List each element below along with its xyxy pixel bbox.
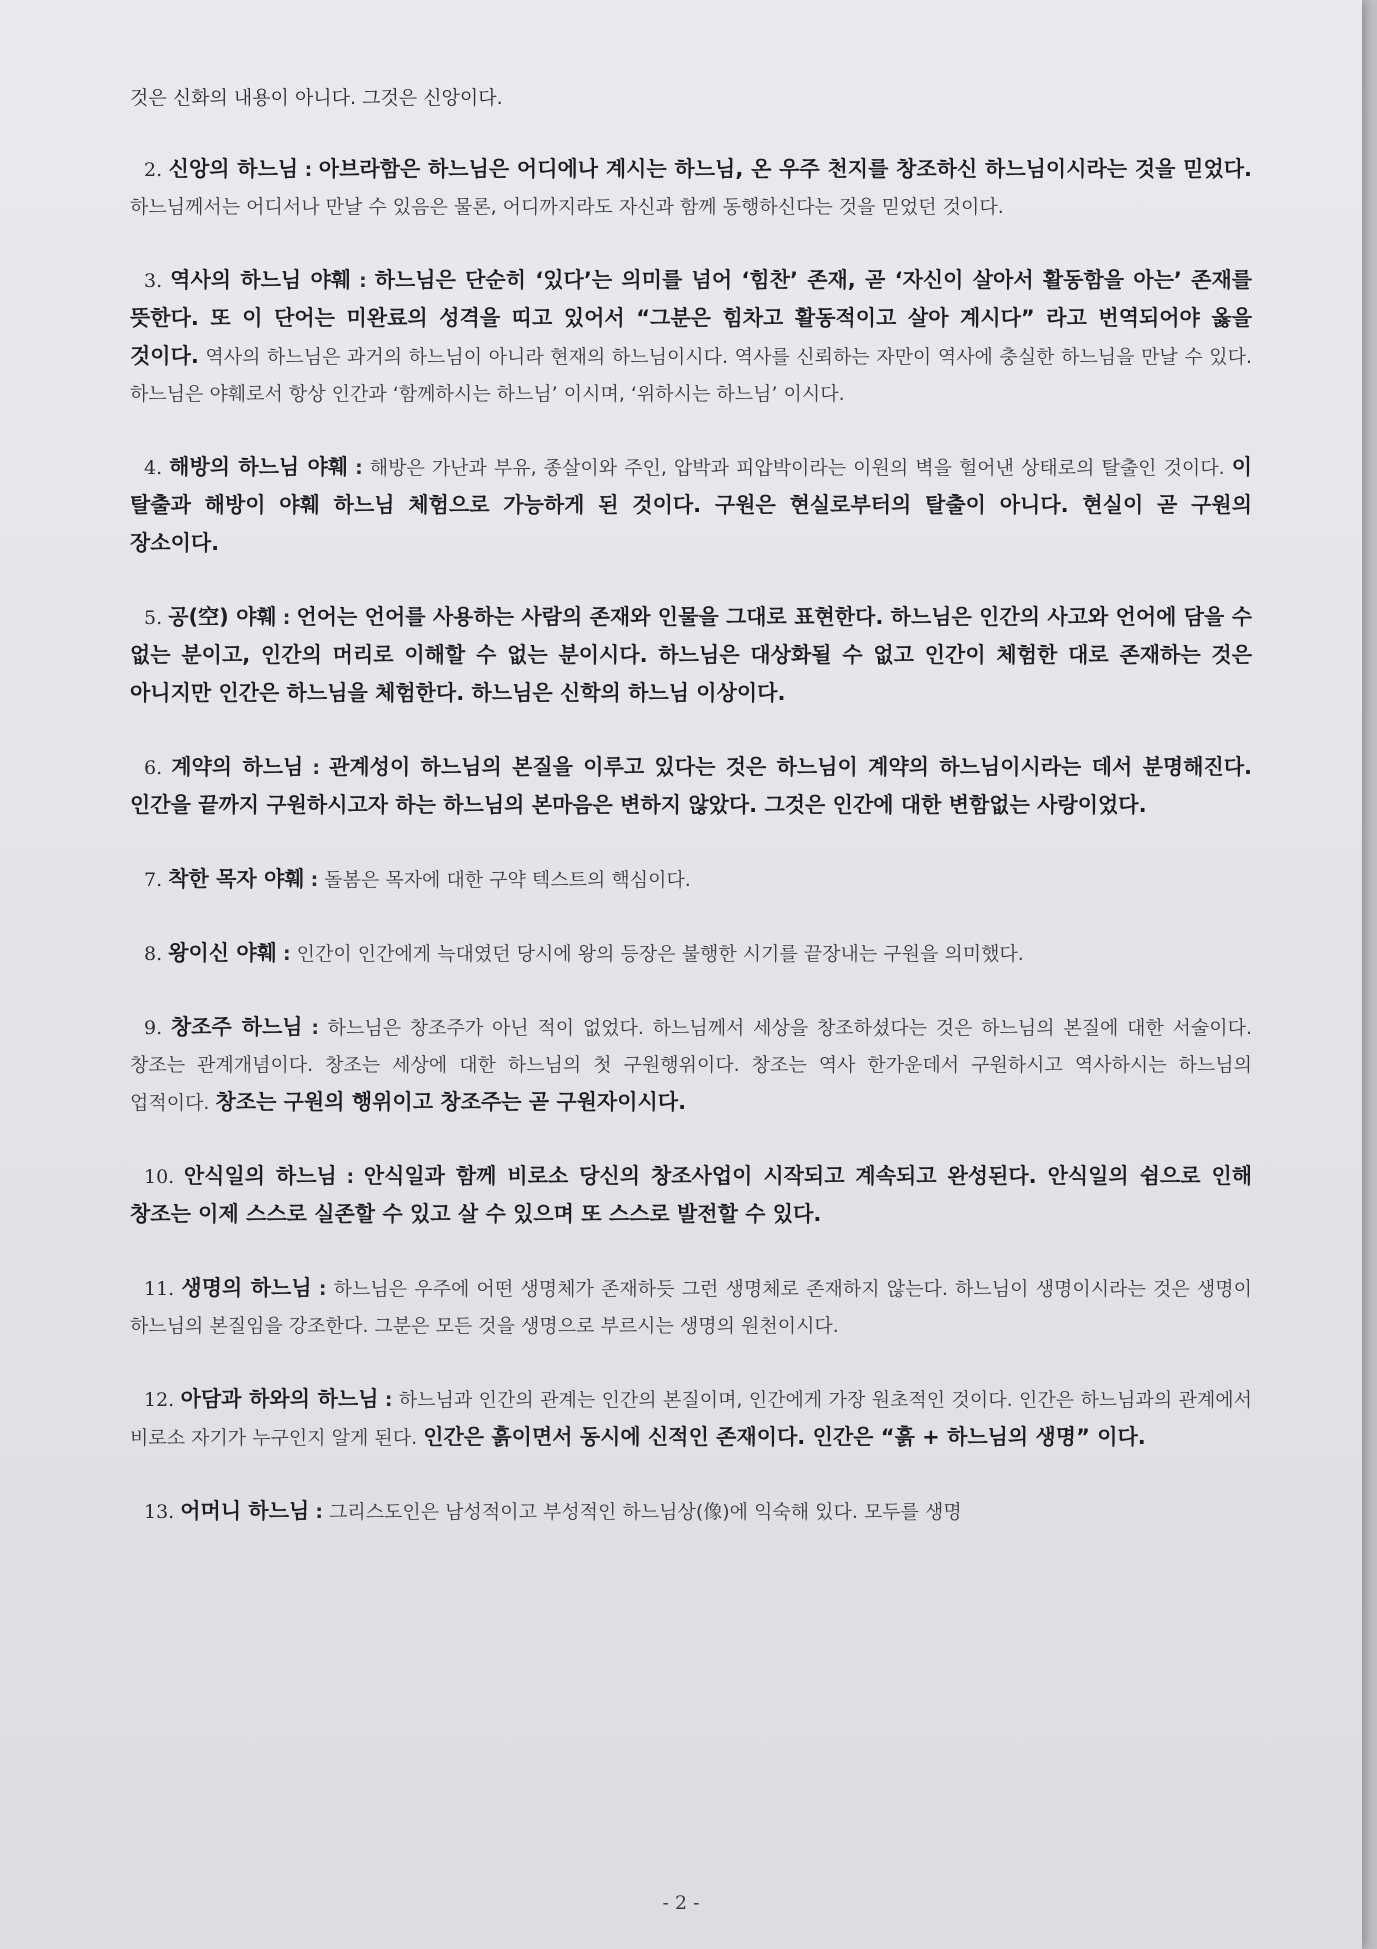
emphasized-text: 안식일과 함께 비로소 당신의 창조사업이 시작되고 계속되고 완성된다. 안식일의 쉼으로 인해 창조는 이제 스스로 실존할 수 있고 살 수 있으며 또 스스로 발전할 수 있다. [130, 1164, 1253, 1226]
section-heading: 역사의 하느님 야훼 [170, 268, 352, 292]
emphasized-text: 언어는 언어를 사용하는 사람의 존재와 인물을 그대로 표현한다. 하느님은 인간의 사고와 언어에 담을 수 없는 분이고, 인간의 머리로 이해할 수 없는 분이시다. 하느님은 대상화될 수 없고 인간이 체험한 대로 존재하는 것은 아니지만 인간은 하느님을 체험한다. 하느님은 신학의 하느님 이상이다. [130, 605, 1252, 705]
section-paragraph [130, 1270, 1252, 1345]
section-number: 9. [144, 1017, 163, 1039]
body-text: 하느님께서는 어디서나 만날 수 있음은 물론, 어디까지라도 자신과 함께 동행하신다는 것을 믿었던 것이다. [130, 196, 1004, 218]
section-number: 3. [144, 270, 163, 292]
section-paragraph [130, 599, 1252, 713]
section-separator: : [311, 1017, 319, 1039]
section-paragraph [130, 151, 1252, 226]
section-heading: 신앙의 하느님 [168, 157, 299, 181]
section-separator: : [315, 1501, 323, 1523]
section-heading: 아담과 하와의 하느님 [180, 1387, 379, 1411]
body-text: 해방은 가난과 부유, 종살이와 주인, 압박과 피압박이라는 이원의 벽을 헐어낸 상태로의 탈출인 것이다. [369, 457, 1225, 479]
section-separator: : [384, 1389, 393, 1411]
section-paragraph [130, 1493, 1252, 1531]
section-number: 10. [144, 1166, 175, 1188]
section-number: 4. [144, 457, 163, 479]
emphasized-text: 이 탈출과 해방이 야훼 하느님 체험으로 가능하게 된 것이다. 구원은 현실로부터의 탈출이 아니다. 현실이 곧 구원의 장소이다. [130, 455, 1252, 555]
emphasized-text: 창조는 구원의 행위이고 창조주는 곧 구원자이시다. [215, 1090, 687, 1114]
body-text: 그리스도인은 남성적이고 부성적인 하느님상(像)에 익숙해 있다. 모두를 생명 [329, 1501, 962, 1523]
section-heading: 계약의 하느님 [171, 755, 304, 779]
body-text: 역사의 하느님은 과거의 하느님이 아니라 현재의 하느님이시다. 역사를 신뢰하는 자만이 역사에 충실한 하느님을 만날 수 있다. 하느님은 야훼로서 항상 인간과 ‘함께하시는 하느님’ 이시며, ‘위하시는 하느님’ 이시다. [130, 346, 1253, 405]
section-separator: : [282, 607, 291, 629]
document-body [130, 78, 1252, 1567]
section-number: 5. [144, 607, 163, 629]
body-text: 하느님과 인간의 관계는 인간의 본질이며, 인간에게 가장 원초적인 것이다. 인간은 하느님과의 관계에서 비로소 자기가 누구인지 알게 된다. [130, 1389, 1253, 1449]
section-number: 13. [144, 1501, 175, 1523]
section-number: 7. [144, 869, 163, 891]
section-separator: : [310, 869, 319, 891]
section-paragraph [130, 449, 1252, 563]
section-heading: 어머니 하느님 [180, 1499, 310, 1523]
emphasized-text: 하느님은 단순히 ‘있다’는 의미를 넘어 ‘힘찬’ 존재, 곧 ‘자신이 살아서 활동함을 아는’ 존재를 뜻한다. 또 이 단어는 미완료의 성격을 띠고 있어서 “그분은 힘차고 활동적이고 살아 계시다” 라고 번역되어야 옳을 것이다. [130, 268, 1253, 368]
section-separator: : [355, 457, 363, 479]
section-separator: : [312, 757, 321, 779]
section-separator: : [304, 159, 313, 181]
page-number: - 2 - [662, 1892, 700, 1914]
section-heading: 해방의 하느님 야훼 [169, 455, 349, 479]
body-text: 돌봄은 목자에 대한 구약 텍스트의 핵심이다. [324, 869, 691, 891]
intro-line: 것은 신화의 내용이 아니다. 그것은 신앙이다. [130, 87, 503, 109]
section-paragraph [130, 1009, 1252, 1122]
section-list [130, 151, 1252, 1531]
section-number: 8. [144, 943, 163, 965]
section-separator: : [318, 1278, 327, 1300]
section-paragraph [130, 1158, 1252, 1234]
section-separator: : [282, 943, 291, 965]
section-number: 12. [144, 1389, 175, 1411]
section-number: 2. [144, 159, 163, 181]
section-number: 11. [144, 1278, 175, 1300]
emphasized-text: 인간은 흙이면서 동시에 신적인 존재이다. 인간은 “흙 + 하느님의 생명” 이다. [423, 1425, 1146, 1449]
section-paragraph [130, 935, 1252, 973]
section-heading: 안식일의 하느님 [183, 1164, 337, 1188]
section-heading: 착한 목자 야훼 [168, 867, 305, 891]
section-paragraph [130, 861, 1252, 899]
section-heading: 왕이신 야훼 [168, 941, 277, 965]
section-separator: : [346, 1166, 355, 1188]
section-paragraph [130, 1381, 1252, 1457]
section-paragraph [130, 749, 1252, 825]
section-number: 6. [144, 757, 163, 779]
section-separator: : [359, 270, 367, 292]
body-text: 하느님은 우주에 어떤 생명체가 존재하듯 그런 생명체로 존재하지 않는다. 하느님이 생명이시라는 것은 생명이 하느님의 본질임을 강조한다. 그분은 모든 것을 생명으로 부르시는 생명의 원천이시다. [130, 1278, 1252, 1337]
section-heading: 생명의 하느님 [181, 1276, 312, 1300]
body-text: 인간이 인간에게 늑대였던 당시에 왕의 등장은 불행한 시기를 끝장내는 구원을 의미했다. [296, 943, 1024, 965]
section-heading: 공(空) 야훼 [168, 605, 277, 629]
section-heading: 창조주 하느님 [170, 1015, 303, 1039]
body-text: 하느님은 창조주가 아닌 적이 없었다. 하느님께서 세상을 창조하셨다는 것은 하느님의 본질에 대한 서술이다. 창조는 관계개념이다. 창조는 세상에 대한 하느님의 첫 구원행위이다. 창조는 역사 한가운데서 구원하시고 역사하시는 하느님의 업적이다. [130, 1017, 1253, 1114]
emphasized-text: 관계성이 하느님의 본질을 이루고 있다는 것은 하느님이 계약의 하느님이시라는 데서 분명해진다. 인간을 끝까지 구원하시고자 하는 하느님의 본마음은 변하지 않았다. 그것은 인간에 대한 변함없는 사랑이었다. [130, 755, 1253, 817]
emphasized-text: 아브라함은 하느님은 어디에나 계시는 하느님, 온 우주 천지를 창조하신 하느님이시라는 것을 믿었다. [318, 157, 1253, 181]
section-paragraph [130, 262, 1252, 413]
